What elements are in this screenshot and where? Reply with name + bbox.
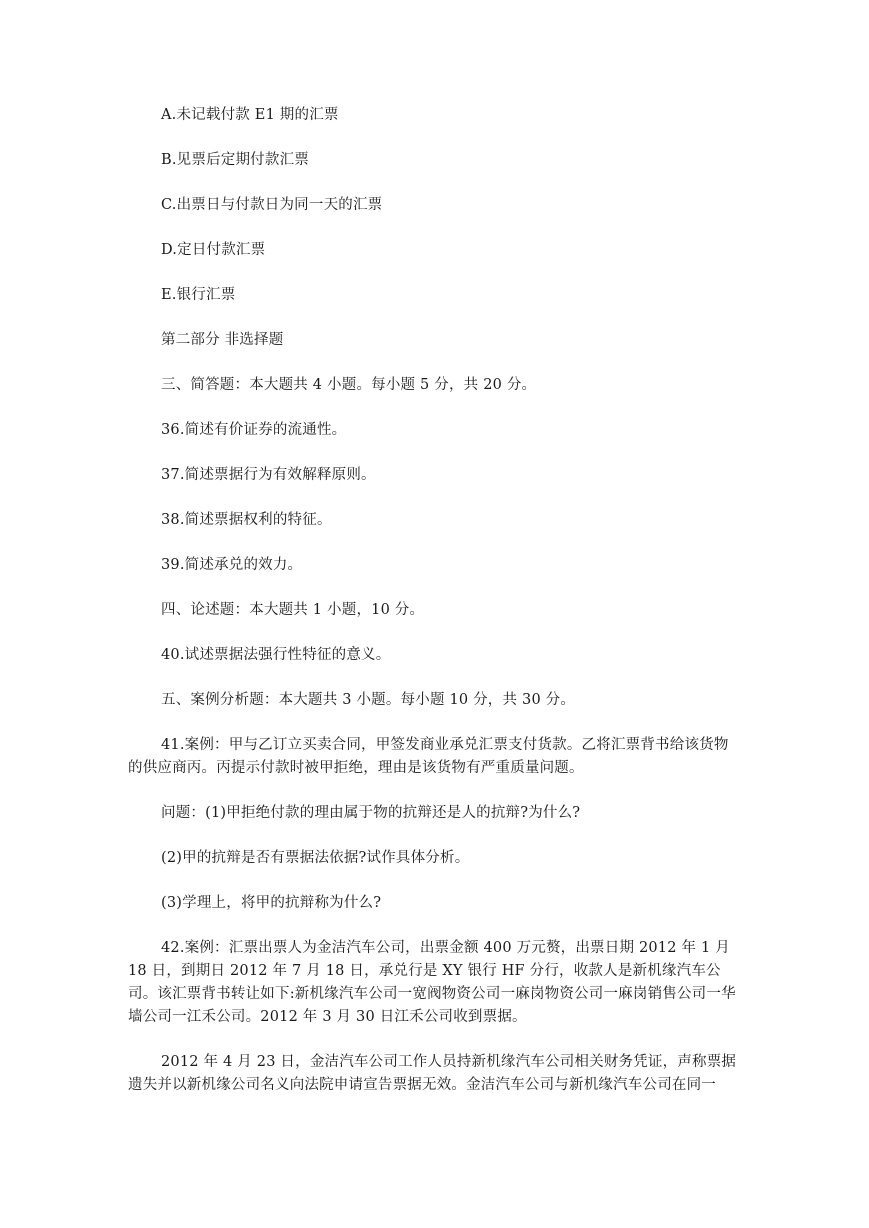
option-a: A.未记载付款 E1 期的汇票 <box>161 107 339 123</box>
section-heading-short-answer: 三、简答题：本大题共 4 小题。每小题 5 分，共 20 分。 <box>161 377 537 393</box>
question-38: 38.简述票据权利的特征。 <box>161 512 332 528</box>
question-40: 40.试述票据法强行性特征的意义。 <box>161 647 391 663</box>
section-heading-case-analysis: 五、案例分析题：本大题共 3 小题。每小题 10 分，共 30 分。 <box>161 692 576 708</box>
question-36: 36.简述有价证券的流通性。 <box>161 422 347 438</box>
option-d: D.定日付款汇票 <box>161 242 266 258</box>
option-e: E.银行汇票 <box>161 287 236 303</box>
part-heading: 第二部分 非选择题 <box>161 332 284 348</box>
question-42-case: 42.案例：汇票出票人为金洁汽车公司，出票金额 400 万元赘，出票日期 2012 年 1 月 18 日，到期日 2012 年 7 月 18 日，承兑行是 XY 银行 HF 分行，收款人是新机缘汽车公司。该汇票背书转让如下:新机缘汽车公司一宽阀物资公司一麻岗物资公司一麻岗销售公司一华墙公司一江禾公司。2012 年 3 月 30 日江禾公司收到票据。 <box>128 940 736 1025</box>
document-body <box>128 104 740 1097</box>
question-37: 37.简述票据行为有效解释原则。 <box>161 467 376 483</box>
question-41-part-2: (2)甲的抗辩是否有票据法依据?试作具体分析。 <box>161 850 470 866</box>
question-41-part-1: 问题：(1)甲拒绝付款的理由属于物的抗辩还是人的抗辩?为什么? <box>161 805 581 821</box>
option-c: C.出票日与付款日为同一天的汇票 <box>161 197 383 213</box>
question-39: 39.简述承兑的效力。 <box>161 557 303 573</box>
question-41-case: 41.案例：甲与乙订立买卖合同，甲签发商业承兑汇票支付货款。乙将汇票背书给该货物的供应商丙。丙提示付款时被甲拒绝，理由是该货物有严重质量问题。 <box>128 737 729 776</box>
section-heading-essay: 四、论述题：本大题共 1 小题，10 分。 <box>161 602 425 618</box>
question-41-part-3: (3)学理上，将甲的抗辩称为什么? <box>161 895 382 911</box>
option-b: B.见票后定期付款汇票 <box>161 152 309 168</box>
question-42-continuation: 2012 年 4 月 23 日，金洁汽车公司工作人员持新机缘汽车公司相关财务凭证，声称票据遗失并以新机缘公司名义向法院申请宣告票据无效。金洁汽车公司与新机缘汽车公司在同一 <box>128 1054 737 1093</box>
